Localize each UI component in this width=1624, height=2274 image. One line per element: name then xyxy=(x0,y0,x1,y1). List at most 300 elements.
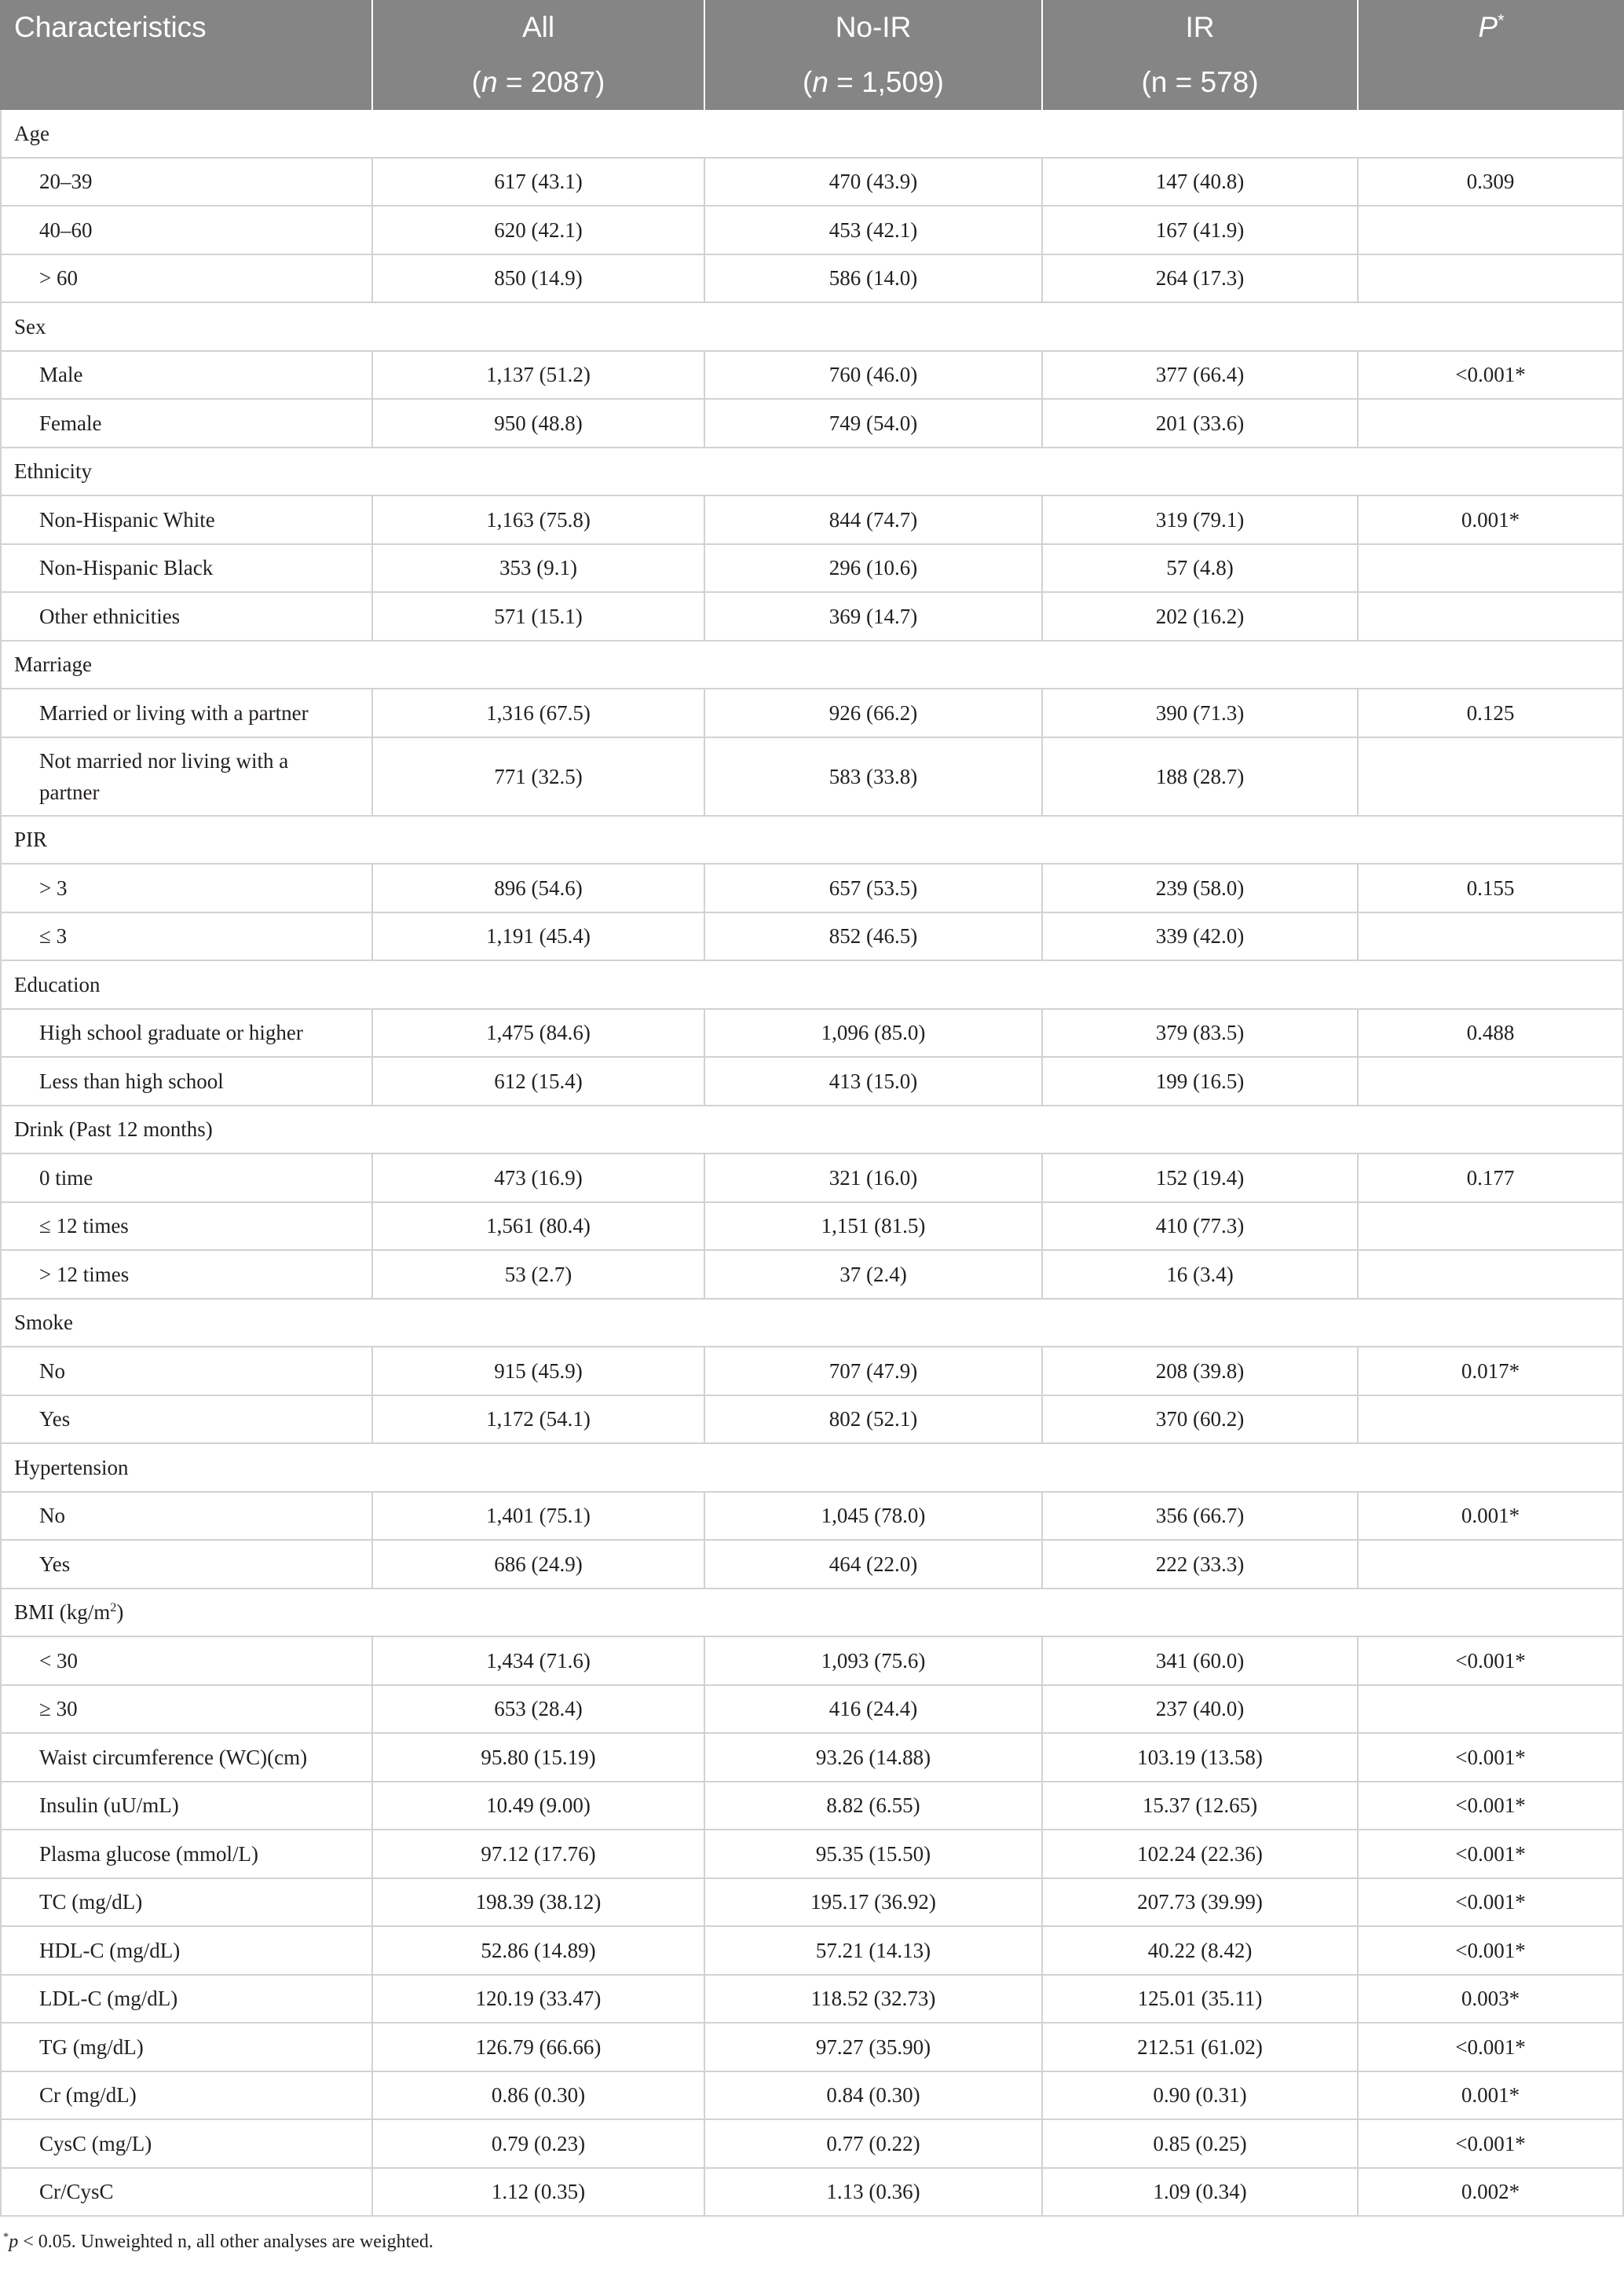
cell-all: 198.39 (38.12) xyxy=(371,1879,704,1926)
cell-ir: 356 (66.7) xyxy=(1041,1493,1357,1540)
row-label xyxy=(2,1976,371,2023)
cell-ir: 199 (16.5) xyxy=(1041,1058,1357,1105)
group-label xyxy=(2,448,1622,495)
group-label xyxy=(2,817,1622,864)
table-row xyxy=(2,1782,1622,1831)
cell-no-ir: 1,151 (81.5) xyxy=(704,1203,1041,1250)
row-label xyxy=(2,1734,371,1781)
group-row xyxy=(2,110,1622,159)
table-row xyxy=(2,1541,1622,1589)
cell-p-value: <0.001* xyxy=(1357,2120,1622,2167)
row-label-text: Other ethnicities xyxy=(39,604,181,628)
cell-p-value xyxy=(1357,913,1622,960)
row-label-text: High school graduate or higher xyxy=(39,1021,303,1045)
cell-no-ir: 321 (16.0) xyxy=(704,1154,1041,1201)
row-label xyxy=(2,207,371,254)
header-col-ir xyxy=(1041,0,1357,110)
header-col-no-ir xyxy=(704,0,1041,110)
header-col-p-value xyxy=(1357,0,1624,110)
cell-all: 771 (32.5) xyxy=(371,738,704,815)
group-label-text xyxy=(14,969,100,1000)
cell-all: 612 (15.4) xyxy=(371,1058,704,1105)
row-label xyxy=(2,1686,371,1733)
header-characteristics-subcell xyxy=(0,55,371,110)
group-row xyxy=(2,1444,1622,1493)
group-label-text xyxy=(14,311,46,342)
group-row xyxy=(2,642,1622,690)
cell-ir: 201 (33.6) xyxy=(1041,400,1357,447)
cell-ir: 57 (4.8) xyxy=(1041,545,1357,592)
row-label-text: Plasma glucose (mmol/L) xyxy=(39,1841,258,1866)
header-col-all xyxy=(371,0,704,110)
table-row xyxy=(2,1637,1622,1686)
count-rest: = 1,509) xyxy=(828,66,944,98)
cell-ir: 377 (66.4) xyxy=(1041,352,1357,399)
group-label-text xyxy=(14,649,92,680)
group-row xyxy=(2,961,1622,1010)
cell-ir: 390 (71.3) xyxy=(1041,689,1357,737)
cell-all: 653 (28.4) xyxy=(371,1686,704,1733)
row-label xyxy=(2,496,371,543)
cell-all: 915 (45.9) xyxy=(371,1347,704,1395)
table-row xyxy=(2,1879,1622,1928)
cell-no-ir: 802 (52.1) xyxy=(704,1396,1041,1443)
cell-all: 1,475 (84.6) xyxy=(371,1010,704,1057)
cell-all: 0.79 (0.23) xyxy=(371,2120,704,2167)
row-label xyxy=(2,1010,371,1057)
table-row xyxy=(2,400,1622,448)
row-label-text: CysC (mg/L) xyxy=(39,2131,152,2155)
group-label-text xyxy=(14,118,49,149)
row-label xyxy=(2,352,371,399)
cell-all: 53 (2.7) xyxy=(371,1251,704,1298)
row-label-text: Cr/CysC xyxy=(39,2180,114,2204)
table-row xyxy=(2,1976,1622,2024)
cell-ir: 1.09 (0.34) xyxy=(1041,2169,1357,2216)
cell-no-ir: 97.27 (35.90) xyxy=(704,2024,1041,2071)
row-label xyxy=(2,159,371,206)
cell-p-value: 0.017* xyxy=(1357,1347,1622,1395)
row-label xyxy=(2,2169,371,2216)
row-label-text: 0 time xyxy=(39,1165,93,1190)
cell-no-ir: 369 (14.7) xyxy=(704,593,1041,640)
table-row xyxy=(2,1396,1622,1445)
cell-p-value: 0.003* xyxy=(1357,1976,1622,2023)
row-label-text: > 3 xyxy=(39,876,68,900)
cell-p-value xyxy=(1357,1058,1622,1105)
cell-ir: 152 (19.4) xyxy=(1041,1154,1357,1201)
cell-no-ir: 416 (24.4) xyxy=(704,1686,1041,1733)
group-label-main: Hypertension xyxy=(14,1455,129,1479)
table-row xyxy=(2,496,1622,545)
cell-no-ir: 583 (33.8) xyxy=(704,738,1041,815)
table-row xyxy=(2,1347,1622,1396)
cell-no-ir: 926 (66.2) xyxy=(704,689,1041,737)
cell-all: 1,316 (67.5) xyxy=(371,689,704,737)
cell-all: 97.12 (17.76) xyxy=(371,1830,704,1877)
group-label-main: Sex xyxy=(14,314,46,338)
group-label-text xyxy=(14,824,47,855)
group-label xyxy=(2,1589,1622,1636)
cell-no-ir: 296 (10.6) xyxy=(704,545,1041,592)
row-label xyxy=(2,913,371,960)
cell-p-value: 0.001* xyxy=(1357,1493,1622,1540)
cell-p-value xyxy=(1357,400,1622,447)
cell-p-value xyxy=(1357,1541,1622,1588)
cell-no-ir: 1,096 (85.0) xyxy=(704,1010,1041,1057)
group-label xyxy=(2,303,1622,350)
row-label-text: TC (mg/dL) xyxy=(39,1890,143,1914)
cell-all: 950 (48.8) xyxy=(371,400,704,447)
cell-ir: 15.37 (12.65) xyxy=(1041,1782,1357,1830)
group-label xyxy=(2,1300,1622,1347)
cell-p-value: <0.001* xyxy=(1357,1734,1622,1781)
cell-p-value: <0.001* xyxy=(1357,352,1622,399)
row-label xyxy=(2,865,371,912)
table-row xyxy=(2,689,1622,738)
header-no-ir-count-text xyxy=(803,66,944,99)
cell-ir: 212.51 (61.02) xyxy=(1041,2024,1357,2071)
cell-all: 1.12 (0.35) xyxy=(371,2169,704,2216)
cell-all: 52.86 (14.89) xyxy=(371,1927,704,1974)
row-label-text: Male xyxy=(39,363,83,387)
group-label-text xyxy=(14,455,92,487)
header-no-ir-count xyxy=(705,55,1041,110)
cell-no-ir: 1,045 (78.0) xyxy=(704,1493,1041,1540)
group-label xyxy=(2,1444,1622,1491)
header-p-value xyxy=(1359,0,1624,55)
cell-no-ir: 95.35 (15.50) xyxy=(704,1830,1041,1877)
table-row xyxy=(2,1927,1622,1976)
cell-p-value xyxy=(1357,1686,1622,1733)
table-row xyxy=(2,545,1622,594)
cell-no-ir: 118.52 (32.73) xyxy=(704,1976,1041,2023)
table-row xyxy=(2,1251,1622,1300)
table-row xyxy=(2,352,1622,400)
row-label-text: LDL-C (mg/dL) xyxy=(39,1987,178,2011)
table-header xyxy=(0,0,1624,110)
cell-ir: 208 (39.8) xyxy=(1041,1347,1357,1395)
footnote-mark: * xyxy=(3,2231,9,2243)
cell-all: 10.49 (9.00) xyxy=(371,1782,704,1830)
cell-p-value: 0.309 xyxy=(1357,159,1622,206)
table-row xyxy=(2,2072,1622,2121)
row-label-text: Non-Hispanic Black xyxy=(39,556,214,580)
row-label xyxy=(2,1154,371,1201)
cell-p-value xyxy=(1357,593,1622,640)
group-label-main: PIR xyxy=(14,828,48,852)
table-row xyxy=(2,2024,1622,2072)
cell-all: 0.86 (0.30) xyxy=(371,2072,704,2119)
cell-p-value: <0.001* xyxy=(1357,1782,1622,1830)
row-label-text: No xyxy=(39,1504,65,1528)
cell-ir: 370 (60.2) xyxy=(1041,1396,1357,1443)
cell-p-value: 0.125 xyxy=(1357,689,1622,737)
table-row xyxy=(2,1686,1622,1735)
table-row xyxy=(2,1203,1622,1252)
group-row xyxy=(2,817,1622,865)
table-row xyxy=(2,913,1622,962)
cell-ir: 147 (40.8) xyxy=(1041,159,1357,206)
header-ir-count: (n = 578) xyxy=(1141,66,1259,98)
row-label xyxy=(2,738,371,815)
table-row xyxy=(2,1830,1622,1879)
cell-p-value xyxy=(1357,255,1622,302)
footnote-variable: p xyxy=(9,2232,19,2252)
row-label-text: TG (mg/dL) xyxy=(39,2035,144,2059)
cell-ir: 202 (16.2) xyxy=(1041,593,1357,640)
cell-ir: 0.85 (0.25) xyxy=(1041,2120,1357,2167)
cell-no-ir: 93.26 (14.88) xyxy=(704,1734,1041,1781)
cell-all: 571 (15.1) xyxy=(371,593,704,640)
cell-all: 473 (16.9) xyxy=(371,1154,704,1201)
table-row xyxy=(2,593,1622,642)
cell-ir: 16 (3.4) xyxy=(1041,1251,1357,1298)
group-label xyxy=(2,642,1622,689)
header-all-count-text xyxy=(472,66,605,99)
row-label xyxy=(2,2120,371,2167)
cell-p-value: <0.001* xyxy=(1357,1637,1622,1684)
row-label-text: ≤ 3 xyxy=(39,924,68,949)
row-label xyxy=(2,1058,371,1105)
table-row xyxy=(2,865,1622,913)
cell-ir: 341 (60.0) xyxy=(1041,1637,1357,1684)
cell-ir: 239 (58.0) xyxy=(1041,865,1357,912)
group-label-main: Age xyxy=(14,121,49,145)
cell-all: 1,434 (71.6) xyxy=(371,1637,704,1684)
cell-p-value: <0.001* xyxy=(1357,2024,1622,2071)
row-label xyxy=(2,689,371,737)
cell-ir: 167 (41.9) xyxy=(1041,207,1357,254)
header-p-mark: * xyxy=(1498,10,1505,31)
row-label xyxy=(2,2024,371,2071)
header-p-value-subcell xyxy=(1359,55,1624,110)
cell-no-ir: 852 (46.5) xyxy=(704,913,1041,960)
table-row xyxy=(2,2120,1622,2169)
cell-ir: 188 (28.7) xyxy=(1041,738,1357,815)
table-row xyxy=(2,1010,1622,1058)
row-label-text: Cr (mg/dL) xyxy=(39,2083,137,2108)
cell-p-value xyxy=(1357,1396,1622,1443)
row-label-text: 40–60 xyxy=(39,218,93,242)
cell-no-ir: 453 (42.1) xyxy=(704,207,1041,254)
header-p-label: P xyxy=(1478,11,1498,43)
cell-no-ir: 707 (47.9) xyxy=(704,1347,1041,1395)
cell-ir: 102.24 (22.36) xyxy=(1041,1830,1357,1877)
cell-all: 120.19 (33.47) xyxy=(371,1976,704,2023)
cell-ir: 222 (33.3) xyxy=(1041,1541,1357,1588)
cell-p-value: <0.001* xyxy=(1357,1879,1622,1926)
cell-ir: 410 (77.3) xyxy=(1041,1203,1357,1250)
row-label xyxy=(2,1396,371,1443)
row-label xyxy=(2,1830,371,1877)
cell-all: 620 (42.1) xyxy=(371,207,704,254)
cell-all: 617 (43.1) xyxy=(371,159,704,206)
table-row xyxy=(2,1493,1622,1541)
group-label xyxy=(2,961,1622,1008)
row-label-text: ≤ 12 times xyxy=(39,1214,129,1238)
row-label xyxy=(2,2072,371,2119)
row-label xyxy=(2,1347,371,1395)
table-row xyxy=(2,1734,1622,1782)
group-row xyxy=(2,448,1622,497)
group-row xyxy=(2,1589,1622,1638)
group-label-main: Drink (Past 12 months) xyxy=(14,1117,213,1142)
row-label-text: Married or living with a partner xyxy=(39,700,309,725)
group-label-main: Smoke xyxy=(14,1311,74,1335)
row-label-text: No xyxy=(39,1358,65,1383)
row-label xyxy=(2,1203,371,1250)
row-label-text: > 12 times xyxy=(39,1262,130,1286)
cell-p-value: 0.002* xyxy=(1357,2169,1622,2216)
header-all: All xyxy=(521,11,555,43)
row-label xyxy=(2,1541,371,1588)
cell-no-ir: 1.13 (0.36) xyxy=(704,2169,1041,2216)
row-label-text: Not married nor living with a partner xyxy=(39,748,289,804)
cell-ir: 207.73 (39.99) xyxy=(1041,1879,1357,1926)
group-row xyxy=(2,1106,1622,1155)
cell-p-value xyxy=(1357,545,1622,592)
cell-p-value: <0.001* xyxy=(1357,1927,1622,1974)
cell-p-value: <0.001* xyxy=(1357,1830,1622,1877)
row-label xyxy=(2,1493,371,1540)
cell-ir: 264 (17.3) xyxy=(1041,255,1357,302)
row-label-text: > 60 xyxy=(39,266,78,291)
group-label-superscript: 2 xyxy=(110,1600,117,1615)
cell-p-value xyxy=(1357,1203,1622,1250)
cell-no-ir: 0.84 (0.30) xyxy=(704,2072,1041,2119)
table-row xyxy=(2,2169,1622,2217)
cell-all: 95.80 (15.19) xyxy=(371,1734,704,1781)
cell-all: 1,172 (54.1) xyxy=(371,1396,704,1443)
cell-p-value: 0.001* xyxy=(1357,2072,1622,2119)
cell-ir: 103.19 (13.58) xyxy=(1041,1734,1357,1781)
row-label-text: Insulin (uU/mL) xyxy=(39,1793,179,1818)
row-label-text: Yes xyxy=(39,1407,71,1431)
cell-ir: 339 (42.0) xyxy=(1041,913,1357,960)
cell-all: 850 (14.9) xyxy=(371,255,704,302)
row-label xyxy=(2,1637,371,1684)
count-variable: n xyxy=(812,66,828,98)
header-col-characteristics xyxy=(0,0,371,110)
cell-no-ir: 844 (74.7) xyxy=(704,496,1041,543)
group-label xyxy=(2,110,1622,157)
cell-ir: 319 (79.1) xyxy=(1041,496,1357,543)
group-row xyxy=(2,303,1622,352)
count-open: ( xyxy=(471,66,481,98)
row-label-text: Female xyxy=(39,411,102,435)
cell-ir: 237 (40.0) xyxy=(1041,1686,1357,1733)
row-label-text: ≥ 30 xyxy=(39,1697,78,1721)
row-label xyxy=(2,1879,371,1926)
row-label xyxy=(2,545,371,592)
row-label-text: HDL-C (mg/dL) xyxy=(39,1938,181,1962)
table-footnote xyxy=(0,2226,1624,2258)
row-label xyxy=(2,1927,371,1974)
cell-all: 1,163 (75.8) xyxy=(371,496,704,543)
count-rest: = 2087) xyxy=(497,66,605,98)
cell-no-ir: 8.82 (6.55) xyxy=(704,1782,1041,1830)
table-row xyxy=(2,738,1622,817)
cell-no-ir: 57.21 (14.13) xyxy=(704,1927,1041,1974)
row-label-text: Non-Hispanic White xyxy=(39,507,215,532)
group-label-suffix: ) xyxy=(116,1600,124,1625)
table-row xyxy=(2,1058,1622,1106)
group-label-text xyxy=(14,1113,213,1145)
row-label-text: < 30 xyxy=(39,1648,78,1673)
row-label xyxy=(2,400,371,447)
row-label xyxy=(2,255,371,302)
cell-no-ir: 749 (54.0) xyxy=(704,400,1041,447)
header-ir: IR xyxy=(1185,11,1215,43)
row-label xyxy=(2,1251,371,1298)
group-label-text xyxy=(14,1596,123,1628)
cell-all: 1,401 (75.1) xyxy=(371,1493,704,1540)
cell-p-value: 0.001* xyxy=(1357,496,1622,543)
row-label-text: Yes xyxy=(39,1552,71,1576)
table-row xyxy=(2,207,1622,255)
group-label xyxy=(2,1106,1622,1153)
row-label-text: 20–39 xyxy=(39,170,93,194)
header-no-ir: No-IR xyxy=(835,11,912,43)
cell-no-ir: 760 (46.0) xyxy=(704,352,1041,399)
cell-p-value: 0.488 xyxy=(1357,1010,1622,1057)
group-label-main: Marriage xyxy=(14,653,92,677)
cell-no-ir: 657 (53.5) xyxy=(704,865,1041,912)
cell-p-value xyxy=(1357,738,1622,815)
cell-all: 126.79 (66.66) xyxy=(371,2024,704,2071)
cell-no-ir: 470 (43.9) xyxy=(704,159,1041,206)
group-label-main: Education xyxy=(14,972,101,996)
cell-all: 896 (54.6) xyxy=(371,865,704,912)
cell-all: 1,561 (80.4) xyxy=(371,1203,704,1250)
group-label-text xyxy=(14,1452,128,1483)
row-label xyxy=(2,1782,371,1830)
cell-p-value: 0.177 xyxy=(1357,1154,1622,1201)
count-open: ( xyxy=(803,66,813,98)
header-p-value-text xyxy=(1478,11,1504,44)
cell-all: 686 (24.9) xyxy=(371,1541,704,1588)
row-label-text: Waist circumference (WC)(cm) xyxy=(39,1745,308,1769)
cell-p-value: 0.155 xyxy=(1357,865,1622,912)
cell-no-ir: 37 (2.4) xyxy=(704,1251,1041,1298)
table-row xyxy=(2,159,1622,207)
cell-all: 1,191 (45.4) xyxy=(371,913,704,960)
footnote-text: < 0.05. Unweighted n, all other analyses are weighted. xyxy=(18,2232,433,2252)
table-row xyxy=(2,255,1622,304)
group-row xyxy=(2,1300,1622,1348)
cell-all: 353 (9.1) xyxy=(371,545,704,592)
group-label-main: Ethnicity xyxy=(14,459,92,484)
row-label-text: Less than high school xyxy=(39,1069,224,1093)
row-label xyxy=(2,593,371,640)
cell-no-ir: 0.77 (0.22) xyxy=(704,2120,1041,2167)
cell-ir: 125.01 (35.11) xyxy=(1041,1976,1357,2023)
group-label-text xyxy=(14,1307,73,1338)
count-variable: n xyxy=(481,66,498,98)
cell-all: 1,137 (51.2) xyxy=(371,352,704,399)
cell-ir: 40.22 (8.42) xyxy=(1041,1927,1357,1974)
header-all-count xyxy=(373,55,704,110)
group-label-main: BMI (kg/m xyxy=(14,1600,111,1625)
cell-p-value xyxy=(1357,1251,1622,1298)
cell-no-ir: 586 (14.0) xyxy=(704,255,1041,302)
table-row xyxy=(2,1154,1622,1203)
cell-no-ir: 464 (22.0) xyxy=(704,1541,1041,1588)
cell-ir: 379 (83.5) xyxy=(1041,1010,1357,1057)
cell-no-ir: 1,093 (75.6) xyxy=(704,1637,1041,1684)
header-characteristics: Characteristics xyxy=(14,11,207,43)
